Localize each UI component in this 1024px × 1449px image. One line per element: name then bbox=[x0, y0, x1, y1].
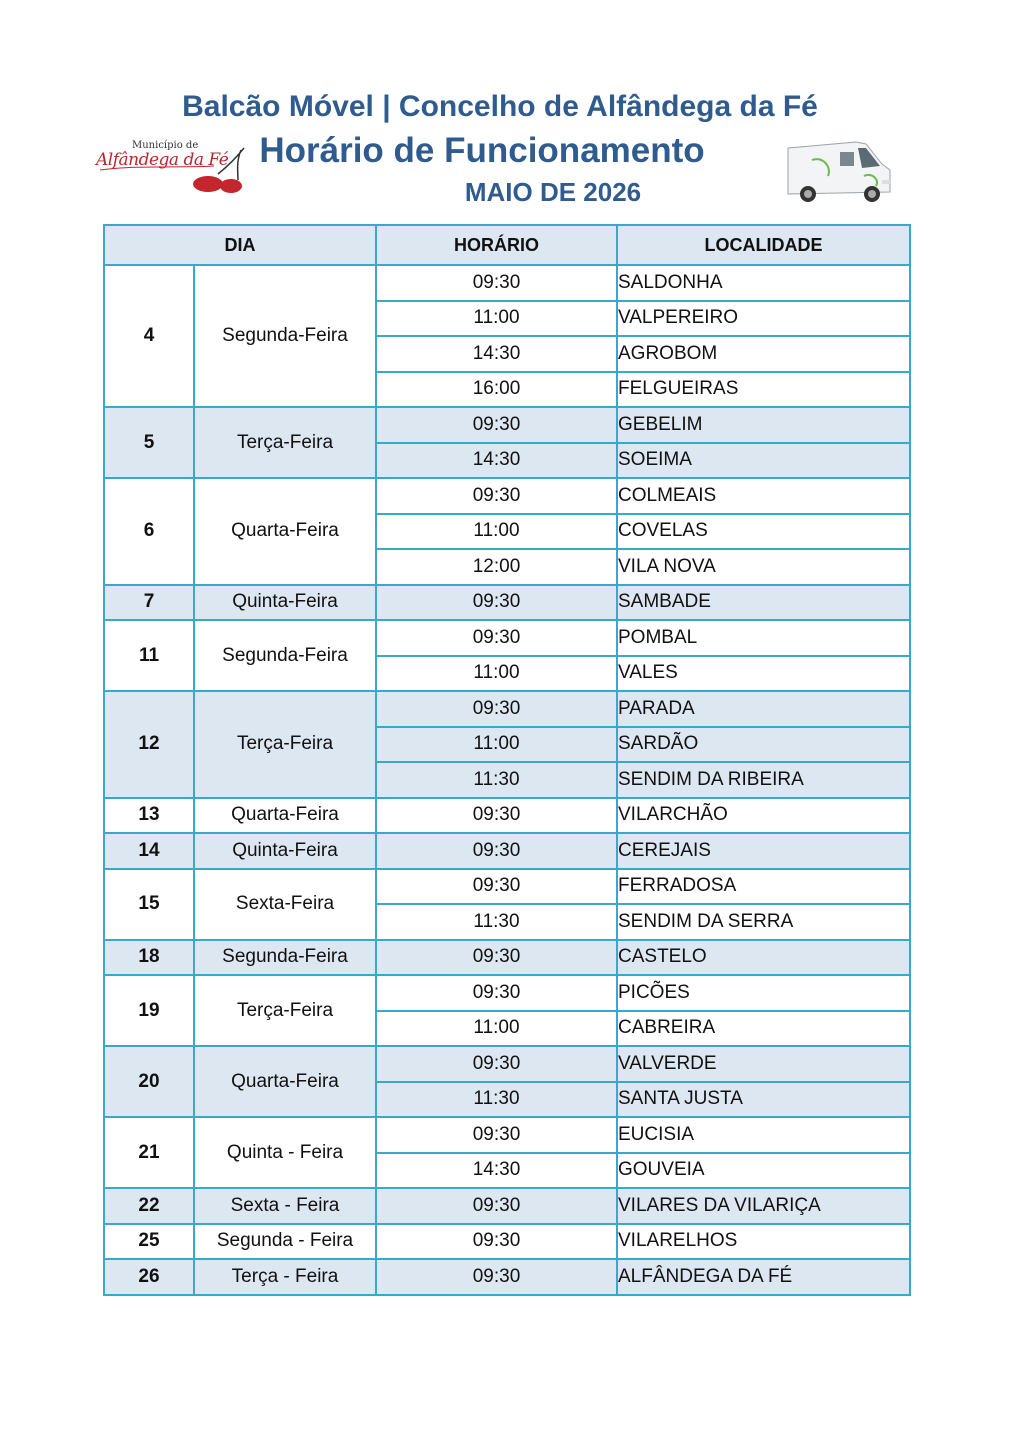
day-number: 5 bbox=[104, 407, 194, 478]
time-cell: 09:30 bbox=[376, 1224, 617, 1260]
day-group bbox=[104, 798, 910, 834]
locality-cell: GOUVEIA bbox=[617, 1153, 910, 1189]
title-line-2: Horário de Funcionamento bbox=[259, 131, 705, 170]
schedule-table bbox=[103, 224, 911, 1296]
time-cell: 11:00 bbox=[376, 1011, 617, 1047]
day-group bbox=[104, 1224, 910, 1260]
table-row bbox=[104, 833, 910, 869]
locality-cell: VALVERDE bbox=[617, 1046, 910, 1082]
header-day: DIA bbox=[104, 225, 376, 265]
day-group bbox=[104, 940, 910, 976]
day-group bbox=[104, 585, 910, 621]
locality-cell: COLMEAIS bbox=[617, 478, 910, 514]
day-group bbox=[104, 1259, 910, 1295]
table-row bbox=[104, 975, 910, 1011]
table-row bbox=[104, 478, 910, 514]
table-row bbox=[104, 1117, 910, 1153]
day-number: 18 bbox=[104, 940, 194, 976]
time-cell: 11:00 bbox=[376, 514, 617, 550]
time-cell: 09:30 bbox=[376, 1259, 617, 1295]
locality-cell: CASTELO bbox=[617, 940, 910, 976]
locality-cell: ALFÂNDEGA DA FÉ bbox=[617, 1259, 910, 1295]
locality-cell: SENDIM DA SERRA bbox=[617, 904, 910, 940]
locality-cell: VALPEREIRO bbox=[617, 301, 910, 337]
table-row bbox=[104, 1224, 910, 1260]
time-cell: 11:30 bbox=[376, 1082, 617, 1118]
header-row bbox=[104, 225, 910, 265]
time-cell: 14:30 bbox=[376, 1153, 617, 1189]
table-row bbox=[104, 585, 910, 621]
table-row bbox=[104, 1259, 910, 1295]
day-group bbox=[104, 691, 910, 798]
weekday: Segunda-Feira bbox=[194, 265, 376, 407]
weekday: Quinta-Feira bbox=[194, 833, 376, 869]
locality-cell: SALDONHA bbox=[617, 265, 910, 301]
day-group bbox=[104, 1188, 910, 1224]
locality-cell: SAMBADE bbox=[617, 585, 910, 621]
time-cell: 09:30 bbox=[376, 1117, 617, 1153]
table-row bbox=[104, 265, 910, 301]
time-cell: 09:30 bbox=[376, 869, 617, 905]
weekday: Sexta-Feira bbox=[194, 869, 376, 940]
locality-cell: CABREIRA bbox=[617, 1011, 910, 1047]
locality-cell: VILARES DA VILARIÇA bbox=[617, 1188, 910, 1224]
locality-cell: SARDÃO bbox=[617, 727, 910, 763]
weekday: Quinta-Feira bbox=[194, 585, 376, 621]
time-cell: 09:30 bbox=[376, 833, 617, 869]
day-number: 19 bbox=[104, 975, 194, 1046]
table-row bbox=[104, 620, 910, 656]
day-group bbox=[104, 265, 910, 407]
table-row bbox=[104, 869, 910, 905]
locality-cell: PARADA bbox=[617, 691, 910, 727]
day-group bbox=[104, 833, 910, 869]
municipality-logo bbox=[96, 140, 246, 196]
time-cell: 11:00 bbox=[376, 727, 617, 763]
time-cell: 09:30 bbox=[376, 265, 617, 301]
locality-cell: CEREJAIS bbox=[617, 833, 910, 869]
time-cell: 09:30 bbox=[376, 1046, 617, 1082]
weekday: Terça-Feira bbox=[194, 407, 376, 478]
locality-cell: FELGUEIRAS bbox=[617, 372, 910, 408]
day-number: 21 bbox=[104, 1117, 194, 1188]
weekday: Segunda-Feira bbox=[194, 940, 376, 976]
weekday: Quarta-Feira bbox=[194, 1046, 376, 1117]
time-cell: 11:00 bbox=[376, 656, 617, 692]
time-cell: 11:30 bbox=[376, 762, 617, 798]
time-cell: 12:00 bbox=[376, 549, 617, 585]
day-group bbox=[104, 1046, 910, 1117]
weekday: Sexta - Feira bbox=[194, 1188, 376, 1224]
locality-cell: AGROBOM bbox=[617, 336, 910, 372]
weekday: Terça-Feira bbox=[194, 691, 376, 798]
locality-cell: VILARELHOS bbox=[617, 1224, 910, 1260]
locality-cell: VALES bbox=[617, 656, 910, 692]
locality-cell: POMBAL bbox=[617, 620, 910, 656]
time-cell: 09:30 bbox=[376, 585, 617, 621]
locality-cell: SANTA JUSTA bbox=[617, 1082, 910, 1118]
day-number: 22 bbox=[104, 1188, 194, 1224]
weekday: Quarta-Feira bbox=[194, 798, 376, 834]
time-cell: 09:30 bbox=[376, 620, 617, 656]
time-cell: 09:30 bbox=[376, 798, 617, 834]
time-cell: 09:30 bbox=[376, 407, 617, 443]
day-number: 25 bbox=[104, 1224, 194, 1260]
day-group bbox=[104, 869, 910, 940]
weekday: Segunda - Feira bbox=[194, 1224, 376, 1260]
weekday: Terça - Feira bbox=[194, 1259, 376, 1295]
title-month: MAIO DE 2026 bbox=[464, 177, 642, 207]
time-cell: 09:30 bbox=[376, 975, 617, 1011]
day-number: 14 bbox=[104, 833, 194, 869]
weekday: Quarta-Feira bbox=[194, 478, 376, 585]
day-number: 20 bbox=[104, 1046, 194, 1117]
weekday: Segunda-Feira bbox=[194, 620, 376, 691]
time-cell: 09:30 bbox=[376, 940, 617, 976]
time-cell: 11:00 bbox=[376, 301, 617, 337]
header-time: HORÁRIO bbox=[376, 225, 617, 265]
day-number: 26 bbox=[104, 1259, 194, 1295]
time-cell: 09:30 bbox=[376, 691, 617, 727]
title-line-1: Balcão Móvel | Concelho de Alfândega da Fé bbox=[182, 90, 818, 123]
table-row bbox=[104, 798, 910, 834]
day-number: 4 bbox=[104, 265, 194, 407]
locality-cell: SOEIMA bbox=[617, 443, 910, 479]
locality-cell: SENDIM DA RIBEIRA bbox=[617, 762, 910, 798]
logo-script-text: Alfândega da Fé bbox=[96, 150, 229, 170]
logo-top-text: Município de bbox=[132, 140, 199, 151]
weekday: Quinta - Feira bbox=[194, 1117, 376, 1188]
day-number: 6 bbox=[104, 478, 194, 585]
locality-cell: VILARCHÃO bbox=[617, 798, 910, 834]
locality-cell: PICÕES bbox=[617, 975, 910, 1011]
locality-cell: COVELAS bbox=[617, 514, 910, 550]
day-number: 12 bbox=[104, 691, 194, 798]
day-group bbox=[104, 1117, 910, 1188]
schedule-header bbox=[104, 225, 910, 265]
header-place: LOCALIDADE bbox=[617, 225, 910, 265]
day-number: 11 bbox=[104, 620, 194, 691]
weekday: Terça-Feira bbox=[194, 975, 376, 1046]
time-cell: 14:30 bbox=[376, 336, 617, 372]
locality-cell: EUCISIA bbox=[617, 1117, 910, 1153]
day-number: 15 bbox=[104, 869, 194, 940]
time-cell: 11:30 bbox=[376, 904, 617, 940]
locality-cell: VILA NOVA bbox=[617, 549, 910, 585]
table-row bbox=[104, 691, 910, 727]
day-group bbox=[104, 975, 910, 1046]
day-group bbox=[104, 407, 910, 478]
mobile-van-icon bbox=[782, 136, 894, 208]
day-group bbox=[104, 478, 910, 585]
time-cell: 14:30 bbox=[376, 443, 617, 479]
locality-cell: FERRADOSA bbox=[617, 869, 910, 905]
cherries-icon bbox=[96, 140, 246, 196]
day-number: 7 bbox=[104, 585, 194, 621]
table-row bbox=[104, 1188, 910, 1224]
time-cell: 16:00 bbox=[376, 372, 617, 408]
time-cell: 09:30 bbox=[376, 478, 617, 514]
table-row bbox=[104, 940, 910, 976]
day-number: 13 bbox=[104, 798, 194, 834]
day-group bbox=[104, 620, 910, 691]
table-row bbox=[104, 407, 910, 443]
table-row bbox=[104, 1046, 910, 1082]
time-cell: 09:30 bbox=[376, 1188, 617, 1224]
locality-cell: GEBELIM bbox=[617, 407, 910, 443]
